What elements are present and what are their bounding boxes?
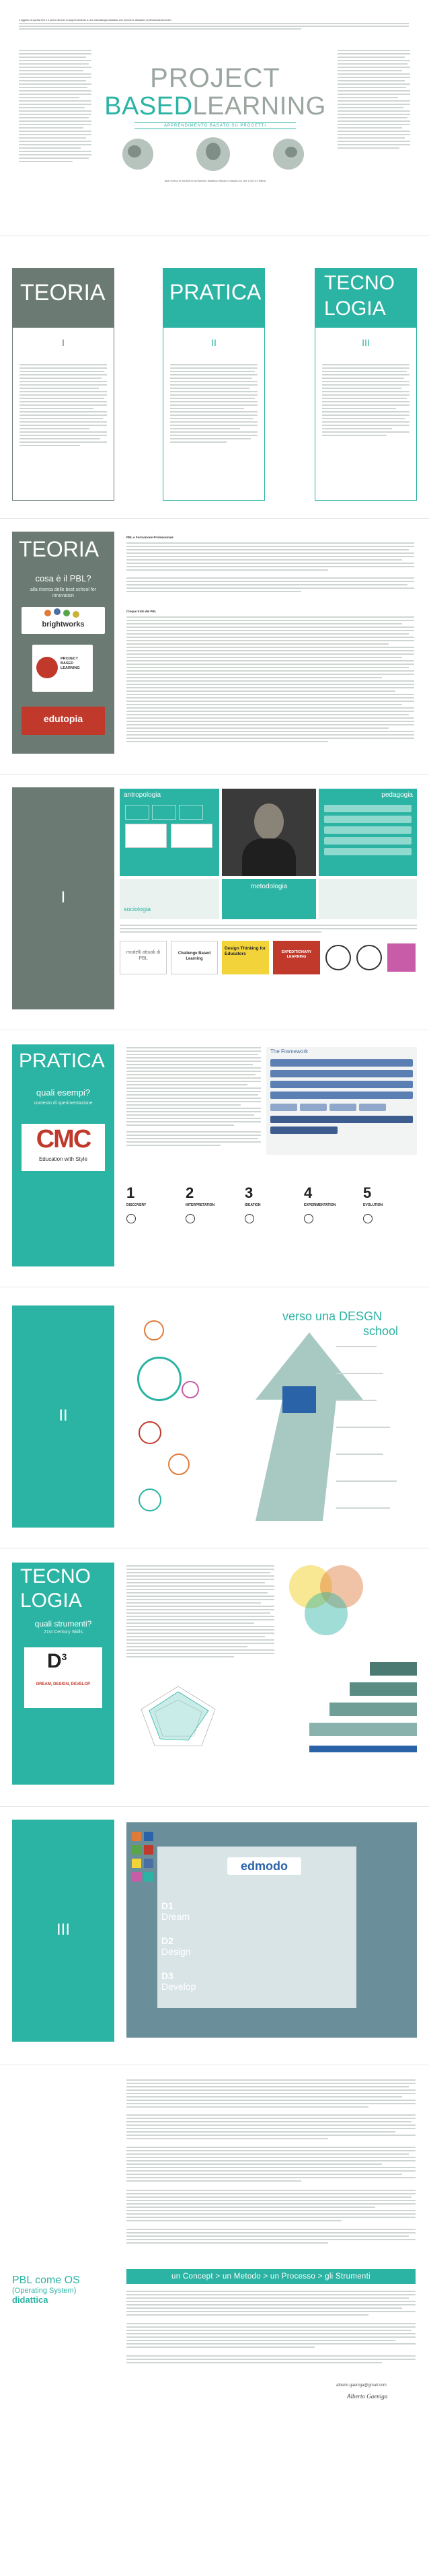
d2-label-num: D2 xyxy=(161,1935,173,1946)
teoria-subheading: Cinque tratti del PBL xyxy=(126,610,157,613)
antropologia-caption xyxy=(120,925,417,934)
pratica-title: PRATICA xyxy=(19,1050,105,1072)
step-4-label: EXPERIMENTATION xyxy=(304,1203,336,1207)
right-tiles xyxy=(319,879,417,919)
d3-row xyxy=(161,1970,196,1992)
venn-diagram xyxy=(282,1565,370,1639)
step-1-num: 1 xyxy=(126,1184,135,1201)
d1-label: Dream xyxy=(161,1911,190,1922)
step-1 xyxy=(126,1184,180,1207)
pbl-logo-label: PROJECT BASED LEARNING xyxy=(61,657,80,670)
mindmap-node-5 xyxy=(139,1489,161,1511)
step-2-label: INTERPRETATION xyxy=(186,1203,215,1207)
step-5-num: 5 xyxy=(363,1184,372,1201)
framework-row-3 xyxy=(270,1081,413,1088)
framework-row-4 xyxy=(270,1092,413,1099)
school-title-a: verso una DES xyxy=(282,1310,364,1323)
framework-row-10 xyxy=(270,1126,338,1134)
metodologia-label: metodologia xyxy=(250,883,288,890)
antropologia-block xyxy=(120,789,219,876)
teoria-panel xyxy=(12,532,114,754)
portrait-photo xyxy=(222,789,316,876)
card-challenge[interactable] xyxy=(171,941,218,974)
cmc-logo xyxy=(22,1124,105,1171)
footer-signature: Alberto Gaeniga xyxy=(347,2393,388,2400)
pillar-tecno-title: TECNO xyxy=(324,272,395,294)
d3-logo-letter: $D^3$ xyxy=(47,1650,67,1672)
header-right-column xyxy=(338,50,410,205)
school-right-list xyxy=(336,1346,417,1521)
radar-chart xyxy=(134,1682,222,1750)
school-roman: II xyxy=(58,1406,68,1425)
pillar-pratica xyxy=(163,268,265,327)
step-5-label: EVOLUTION xyxy=(363,1203,383,1207)
framework-row-5 xyxy=(270,1104,297,1111)
framework-row-1 xyxy=(270,1059,413,1067)
logo-tile-purple xyxy=(387,943,416,972)
pillar-logia-title: LOGIA xyxy=(324,297,386,320)
radar-chart-icon xyxy=(134,1682,222,1750)
page-title-pbl xyxy=(87,93,343,120)
d2-row xyxy=(161,1935,191,1957)
footer-banner: un Concept > un Metodo > un Processo > gli Strumenti xyxy=(126,2269,416,2284)
tecno-title-2: LOGIA xyxy=(20,1589,82,1612)
mindmap-node-2 xyxy=(182,1381,199,1398)
footer-body xyxy=(126,2079,416,2261)
seal-icon-2 xyxy=(356,945,382,970)
step-3-icon xyxy=(245,1214,254,1223)
d3-label: Develop xyxy=(161,1981,196,1992)
staircase-chart xyxy=(309,1662,417,1763)
card-modelli[interactable] xyxy=(120,941,167,974)
footer-title-1: PBL come OS xyxy=(12,2275,80,2286)
teoria-body xyxy=(126,542,414,623)
footer-title-block xyxy=(12,2275,120,2305)
edmodo-roman: III xyxy=(56,1921,70,1939)
globe-icon-right xyxy=(273,139,304,170)
card-design-thinking-label: Design Thinking for Educators xyxy=(225,946,266,956)
pratica-panel xyxy=(12,1044,114,1266)
brightworks-logo xyxy=(22,607,105,634)
framework-row-9 xyxy=(270,1116,413,1123)
school-title-school: school xyxy=(363,1324,399,1338)
pratica-body xyxy=(126,1047,261,1161)
edutopia-logo xyxy=(22,707,105,735)
footer-title-2: (Operating System) xyxy=(12,2287,77,2295)
globe-icon-left xyxy=(122,139,153,170)
step-4-icon xyxy=(304,1214,313,1223)
school-title-b: GN xyxy=(364,1310,383,1323)
footer-email[interactable]: alberto.gaeniga@gmail.com xyxy=(336,2384,387,2388)
school-side xyxy=(12,1305,114,1528)
edmodo-brand[interactable]: edmodo xyxy=(227,1857,301,1875)
tecno-body xyxy=(126,1565,274,1666)
footer-title-3: didattica xyxy=(12,2295,48,2305)
step-5 xyxy=(363,1184,417,1207)
footer-body-2 xyxy=(126,2291,416,2378)
globe-icon-center xyxy=(196,137,230,171)
pbl-logo xyxy=(32,645,93,692)
sociologia-label: sociologia xyxy=(124,906,151,913)
header-left-column xyxy=(19,50,91,205)
pillar-tecnologia-body xyxy=(315,327,417,501)
step-1-label: DISCOVERY xyxy=(126,1203,147,1207)
step-3-num: 3 xyxy=(245,1184,254,1201)
step-5-icon xyxy=(363,1214,373,1223)
step-3-label: IDEATION xyxy=(245,1203,261,1207)
card-expeditionary-label: EXPEDITIONARY LEARNING xyxy=(281,950,312,959)
d3-label-num: D3 xyxy=(161,1970,173,1981)
card-modelli-label: modelli attuali di PBL xyxy=(126,950,161,961)
mindmap-node-1 xyxy=(144,1320,164,1340)
step-2-icon xyxy=(186,1214,195,1223)
step-4 xyxy=(304,1184,358,1207)
pillar-num-iii: III xyxy=(362,337,370,348)
tecno-subtitle: 21st Century Skills xyxy=(44,1630,83,1635)
card-design-thinking[interactable] xyxy=(222,941,269,974)
framework-panel xyxy=(266,1047,417,1155)
step-2-num: 2 xyxy=(186,1184,194,1201)
header-caption: Alla ricerca di modelli di formazione didattica efficaci e basata sui cult 1.0/d 3.0 diffusi xyxy=(164,179,266,182)
edutopia-label: edutopia xyxy=(43,713,83,724)
step-4-num: 4 xyxy=(304,1184,313,1201)
antropologia-roman: I xyxy=(61,888,66,906)
cmc-logo-sub: Education with Style xyxy=(38,1156,88,1162)
school-title xyxy=(282,1310,382,1323)
framework-row-2 xyxy=(270,1070,413,1077)
d3-logo xyxy=(24,1647,102,1708)
page-subtitle: APPRENDIMENTO BASATO SU PROGETTI xyxy=(134,122,296,129)
framework-title: The Framework xyxy=(270,1048,309,1054)
metodologia-block xyxy=(222,879,316,919)
sociologia-block xyxy=(120,879,219,919)
tecno-title-1: TECNO xyxy=(20,1565,91,1587)
app-icons xyxy=(129,1832,156,1939)
pillar-teoria-body xyxy=(12,327,114,501)
design-steps xyxy=(126,1184,417,1231)
edmodo-side xyxy=(12,1820,114,2042)
teoria-list xyxy=(126,616,414,751)
mindmap-node-4 xyxy=(168,1454,190,1475)
teoria-heading: PBL e Formazione Professionale xyxy=(126,536,173,539)
pillar-teoria-title: TEORIA xyxy=(20,280,106,306)
school-center-box xyxy=(282,1386,316,1413)
antropologia-side xyxy=(12,787,114,1009)
seal-icon-1 xyxy=(325,945,351,970)
d1-row xyxy=(161,1900,190,1922)
antropologia-label: antropologia xyxy=(124,791,161,799)
title-learning: LEARNING xyxy=(192,92,326,120)
pillar-num-ii: II xyxy=(211,337,217,348)
teoria-question: cosa è il PBL? xyxy=(35,573,91,583)
framework-row-6 xyxy=(300,1104,327,1111)
mindmap-center xyxy=(137,1357,182,1401)
divider xyxy=(0,1806,429,1807)
d2-label: Design xyxy=(161,1946,191,1957)
step-3 xyxy=(245,1184,299,1207)
pedagogia-block xyxy=(319,789,417,876)
divider xyxy=(0,518,429,519)
card-expeditionary[interactable] xyxy=(273,941,320,974)
page-title-project: PROJECT xyxy=(150,63,280,93)
card-challenge-label: Challenge Based Learning xyxy=(178,952,211,961)
step-1-icon xyxy=(126,1214,136,1223)
edmodo-box xyxy=(126,1822,417,2038)
pedagogia-label: pedagogia xyxy=(381,791,413,799)
brightworks-label: brightworks xyxy=(42,620,85,629)
pratica-subtitle: contesto di sperimentazione xyxy=(34,1101,93,1106)
framework-row-7 xyxy=(329,1104,356,1111)
pratica-question: quali esempi? xyxy=(36,1087,91,1098)
mindmap-node-3 xyxy=(139,1421,161,1444)
cmc-logo-main: CMC xyxy=(36,1125,91,1153)
step-2 xyxy=(186,1184,239,1207)
divider xyxy=(0,774,429,775)
tecno-question: quali strumenti? xyxy=(34,1619,92,1629)
pillar-pratica-title: PRATICA xyxy=(169,280,262,304)
title-based: BASED xyxy=(104,92,193,120)
d3-logo-tagline: DREAM, DESIGN, DEVELOP xyxy=(36,1682,91,1686)
tecno-panel xyxy=(12,1563,114,1785)
pillar-pratica-body xyxy=(163,327,265,501)
pillar-num-i: I xyxy=(62,337,65,348)
framework-row-8 xyxy=(359,1104,386,1111)
intro-text: L'oggetto di questa tesi è il primo biennio ex apprendimento a una metodologia didattica che prende le discipline professionali tecniche... xyxy=(19,19,173,22)
teoria-title: TEORIA xyxy=(19,537,100,561)
pillar-teoria xyxy=(12,268,114,327)
pillar-tecnologia xyxy=(315,268,417,327)
d1-label-num: D1 xyxy=(161,1900,173,1911)
teoria-subtitle: alla ricerca delle best school for innovation xyxy=(30,587,97,598)
